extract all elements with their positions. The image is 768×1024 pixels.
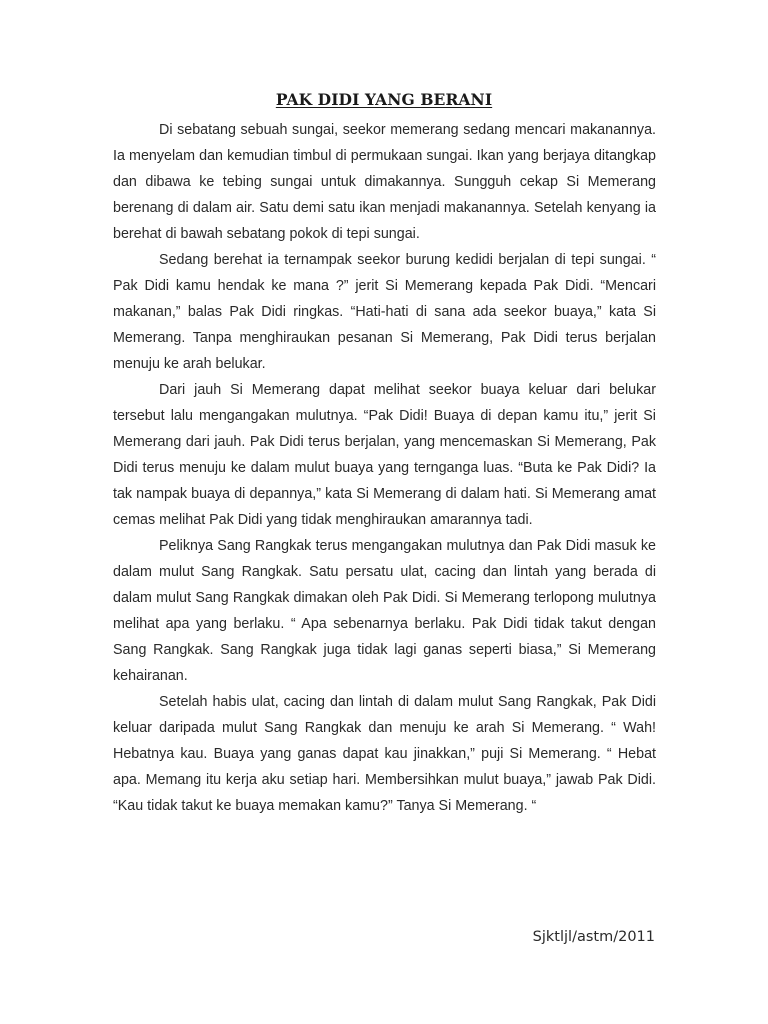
paragraph: Di sebatang sebuah sungai, seekor memerang sedang mencari makanannya. Ia menyelam dan kemudian timbul di permukaan sungai. Ikan yang berjaya ditangkap dan dibawa ke tebing sungai untuk dimakannya. Sungguh cekap Si Memerang berenang di dalam air. Satu demi satu ikan menjadi makanannya. Setelah kenyang ia berehat di bawah sebatang pokok di tepi sungai.	[113, 122, 656, 242]
document-title: PAK DIDI YANG BERANI	[275, 90, 493, 109]
paragraph: Dari jauh Si Memerang dapat melihat seekor buaya keluar dari belukar tersebut lalu mengangakan mulutnya. “Pak Didi! Buaya di depan kamu itu,” jerit Si Memerang dari jauh. Pak Didi terus berjalan, yang mencemaskan Si Memerang, Pak Didi terus menuju ke dalam mulut buaya yang ternganga luas. “Buta ke Pak Didi? Ia tak nampak buaya di depannya,” kata Si Memerang di dalam hati. Si Memerang amat cemas melihat Pak Didi yang tidak menghiraukan amarannya tadi.	[113, 382, 656, 528]
document-body	[113, 117, 656, 819]
document-footer-code: Sjktljl/astm/2011	[532, 929, 655, 945]
paragraph: Setelah habis ulat, cacing dan lintah di dalam mulut Sang Rangkak, Pak Didi keluar daripada mulut Sang Rangkak dan menuju ke arah Si Memerang. “ Wah! Hebatnya kau. Buaya yang ganas dapat kau jinakkan,” puji Si Memerang. “ Hebat apa. Memang itu kerja aku setiap hari. Membersihkan mulut buaya,” jawab Pak Didi. “Kau tidak takut ke buaya memakan kamu?” Tanya Si Memerang. “	[113, 694, 656, 814]
paragraph: Sedang berehat ia ternampak seekor burung kedidi berjalan di tepi sungai. “ Pak Didi kamu hendak ke mana ?” jerit Si Memerang kepada Pak Didi. “Mencari makanan,” balas Pak Didi ringkas. “Hati-hati di sana ada seekor buaya,” kata Si Memerang. Tanpa menghiraukan pesanan Si Memerang, Pak Didi terus berjalan menuju ke arah belukar.	[113, 252, 656, 372]
paragraph: Peliknya Sang Rangkak terus mengangakan mulutnya dan Pak Didi masuk ke dalam mulut Sang Rangkak. Satu persatu ulat, cacing dan lintah yang berada di dalam mulut Sang Rangkak dimakan oleh Pak Didi. Si Memerang terlopong mulutnya melihat apa yang berlaku. “ Apa sebenarnya berlaku. Pak Didi tidak takut dengan Sang Rangkak. Sang Rangkak juga tidak lagi ganas seperti biasa,” Si Memerang kehairanan.	[113, 538, 656, 684]
